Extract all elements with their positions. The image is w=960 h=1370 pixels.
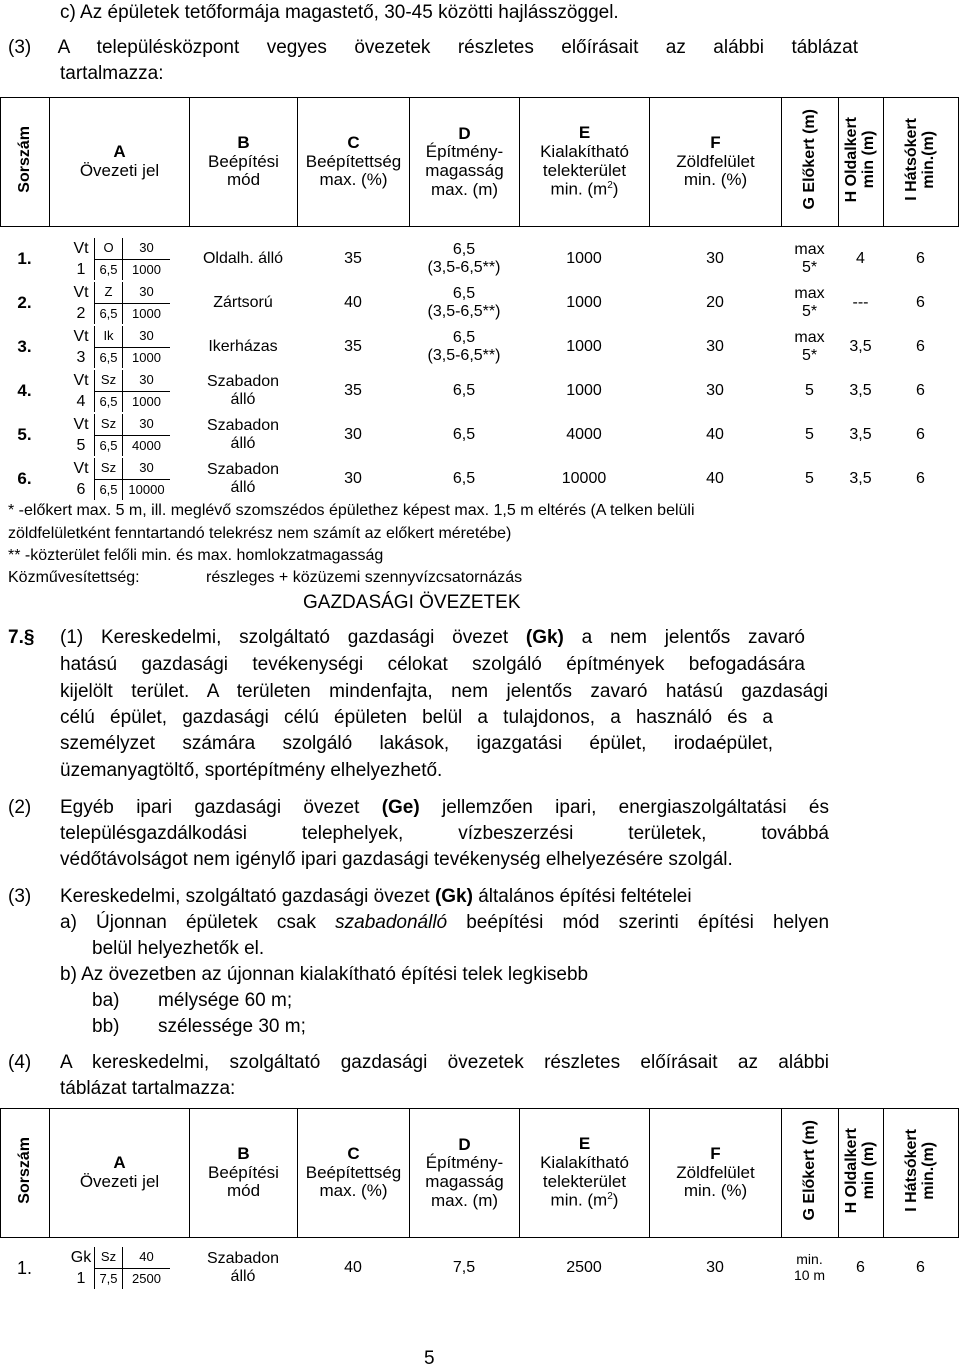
table1-row	[0, 369, 958, 413]
zone-code: Vt Sz 30 6 6,5 10000	[49, 457, 189, 501]
front-yard: max 5*	[794, 329, 825, 364]
front-yard: max 5*	[794, 241, 825, 276]
zone-code: Vt Ik 30 3 6,5 1000	[49, 325, 189, 369]
note-1b: zöldfelületként fenntartandó telekrész nem számít az előkert méretébe)	[8, 525, 512, 542]
front-yard: 5	[805, 382, 814, 400]
para1-line6: üzemanyagtöltő, sportépítmény elhelyezhető.	[60, 760, 443, 781]
rear-yard: 6	[916, 250, 925, 268]
t2-build-mode: Szabadon álló	[206, 1250, 280, 1285]
para3-line1: Kereskedelmi, szolgáltató gazdasági övezet (Gk) általános építési feltételei	[60, 886, 692, 907]
green-area: 30	[706, 250, 724, 268]
coverage: 35	[344, 250, 362, 268]
plot-area: 1000	[566, 338, 602, 356]
table1-row	[0, 413, 958, 457]
header-h: H Oldalkert min (m)	[839, 98, 884, 227]
side-yard: 3,5	[849, 426, 872, 444]
para3a-line2: belül helyezhetők el.	[92, 938, 265, 959]
t2-header-g: G Előkert (m)	[782, 1109, 839, 1238]
build-mode: Szabadon álló	[206, 373, 280, 408]
build-mode: Zártsorú	[213, 294, 273, 312]
plot-area: 10000	[561, 470, 607, 488]
rear-yard: 6	[916, 294, 925, 312]
para3a-line1: a) Újonnan épületek csak szabadonálló beépítési mód szerinti építési helyen	[60, 912, 830, 933]
front-yard: 5	[805, 470, 814, 488]
t2-side-yard: 6	[856, 1259, 865, 1277]
row-number: 1.	[17, 249, 32, 269]
plot-area: 1000	[566, 250, 602, 268]
t2-row-number: 1.	[16, 1257, 32, 1278]
coverage: 35	[344, 382, 362, 400]
para1-line1: (1) Kereskedelmi, szolgáltató gazdasági övezet (Gk) a nem jelentős zavaró	[60, 627, 805, 648]
para3ba-text: mélysége 60 m;	[158, 990, 293, 1011]
header-sorszam: Sorszám	[1, 98, 50, 227]
front-yard: max 5*	[794, 285, 825, 320]
intro-line-3a: (3) A településközpont vegyes övezetek részletes előírásait az alábbi táblázat	[8, 37, 858, 58]
intro-line-c: c) Az épületek tetőformája magastető, 30-45 közötti hajlásszöggel.	[60, 2, 619, 23]
header-d: D Építmény- magasság max. (m)	[410, 98, 520, 227]
kozmu-label: Közművesítettség:	[8, 569, 140, 586]
height: 6,5	[452, 382, 476, 400]
plot-area: 1000	[566, 294, 602, 312]
table2-row	[0, 1245, 958, 1291]
green-area: 40	[706, 426, 724, 444]
t2-height: 7,5	[452, 1259, 476, 1277]
kozmu-value: részleges + közüzemi szennyvízcsatornázás	[206, 569, 523, 586]
t2-rear-yard: 6	[916, 1259, 925, 1277]
page-number: 5	[424, 1348, 435, 1369]
front-yard: 5	[805, 426, 814, 444]
para4-line2: táblázat tartalmazza:	[60, 1078, 236, 1099]
header-a: A Övezeti jel	[50, 98, 190, 227]
t2-header-c: C Beépítettség max. (%)	[298, 1109, 410, 1238]
t2-header-h: H Oldalkert min (m)	[839, 1109, 884, 1238]
note-1a: * -előkert max. 5 m, ill. meglévő szomszédos épülethez képest max. 1,5 m eltérés (A telken belüli	[8, 502, 695, 519]
table1-header	[0, 97, 959, 227]
t2-header-b: B Beépítési mód	[190, 1109, 298, 1238]
t2-front-yard: min. 10 m	[793, 1251, 826, 1283]
para2-line1: Egyéb ipari gazdasági övezet (Ge) jellemzően ipari, energiaszolgáltatási és	[60, 797, 829, 818]
side-yard: 3,5	[849, 470, 872, 488]
para3-number: (3)	[8, 886, 32, 907]
row-number: 4.	[17, 381, 32, 401]
para3ba-label: ba)	[92, 990, 120, 1011]
height: 6,5	[452, 470, 476, 488]
side-yard: 3,5	[849, 338, 872, 356]
row-number: 5.	[17, 425, 32, 445]
coverage: 30	[344, 426, 362, 444]
zone-code: Vt Sz 30 4 6,5 1000	[49, 369, 189, 413]
zone-code: Vt Z 30 2 6,5 1000	[49, 281, 189, 325]
row-number: 3.	[17, 337, 32, 357]
para4-line1: A kereskedelmi, szolgáltató gazdasági övezetek részletes előírásait az alábbi	[60, 1052, 829, 1073]
t2-header-sorszam: Sorszám	[1, 1109, 50, 1238]
side-yard: ---	[852, 294, 869, 312]
t2-plot-area: 2500	[566, 1259, 602, 1277]
para3b-line1: b) Az övezetben az újonnan kialakítható építési telek legkisebb	[60, 964, 589, 985]
t2-header-i: I Hátsókert min.(m)	[884, 1109, 959, 1238]
intro-line-3b: tartalmazza:	[60, 63, 164, 84]
zone-code: Vt Sz 30 5 6,5 4000	[49, 413, 189, 457]
para2-line2: településgazdálkodási telephelyek, vízbeszerzési területek, továbbá	[60, 823, 829, 844]
header-c: C Beépítettség max. (%)	[298, 98, 410, 227]
coverage: 30	[344, 470, 362, 488]
zone-code: Vt O 30 1 6,5 1000	[49, 237, 189, 281]
height: 6,5 (3,5-6,5**)	[427, 241, 501, 276]
table2-body	[0, 1245, 958, 1291]
build-mode: Oldalh. álló	[202, 250, 284, 268]
green-area: 30	[706, 382, 724, 400]
coverage: 35	[344, 338, 362, 356]
build-mode: Szabadon álló	[206, 417, 280, 452]
build-mode: Szabadon álló	[206, 461, 280, 496]
t2-coverage: 40	[344, 1259, 362, 1277]
para1-line4: célú épület, gazdasági célú épületen belül a tulajdonos, a használó és a	[60, 707, 773, 728]
height: 6,5 (3,5-6,5**)	[427, 329, 501, 364]
table1-row	[0, 237, 958, 281]
para2-number: (2)	[8, 797, 32, 818]
side-yard: 4	[856, 250, 865, 268]
t2-zone-code: Gk Sz 40 1 7,5 2500	[49, 1245, 189, 1291]
plot-area: 4000	[566, 426, 602, 444]
rear-yard: 6	[916, 470, 925, 488]
para4-number: (4)	[8, 1052, 32, 1073]
rear-yard: 6	[916, 426, 925, 444]
height: 6,5	[452, 426, 476, 444]
table1-row	[0, 281, 958, 325]
t2-header-f: F Zöldfelület min. (%)	[650, 1109, 782, 1238]
rear-yard: 6	[916, 382, 925, 400]
section-number: 7.§	[8, 627, 35, 648]
header-e: E Kialakítható telekterület min. $(m^2)$	[520, 98, 650, 227]
header-f: F Zöldfelület min. (%)	[650, 98, 782, 227]
green-area: 20	[706, 294, 724, 312]
header-g: G Előkert (m)	[782, 98, 839, 227]
t2-header-e: E Kialakítható telekterület min. $(m^2)$	[520, 1109, 650, 1238]
para1-line3: kijelölt terület. A területen mindenfajta, nem jelentős zavaró hatású gazdasági	[60, 681, 828, 702]
green-area: 40	[706, 470, 724, 488]
para3bb-text: szélessége 30 m;	[158, 1016, 306, 1037]
header-i: I Hátsókert min.(m)	[884, 98, 959, 227]
plot-area: 1000	[566, 382, 602, 400]
t2-header-d: D Építmény- magasság max. (m)	[410, 1109, 520, 1238]
row-number: 2.	[17, 293, 32, 313]
heading-gazdasagi: GAZDASÁGI ÖVEZETEK	[303, 592, 521, 613]
t2-green: 30	[706, 1259, 724, 1277]
table1-row	[0, 325, 958, 369]
para1-line5: személyzet számára szolgáló lakások, igazgatási épület, irodaépület,	[60, 733, 773, 754]
table1-body	[0, 237, 958, 501]
para3bb-label: bb)	[92, 1016, 120, 1037]
height: 6,5 (3,5-6,5**)	[427, 285, 501, 320]
row-number: 6.	[17, 469, 32, 489]
note-2: ** -közterület felőli min. és max. homlokzatmagasság	[8, 547, 384, 564]
rear-yard: 6	[916, 338, 925, 356]
build-mode: Ikerházas	[208, 338, 278, 356]
table1-row	[0, 457, 958, 501]
para2-line3: védőtávolságot nem igénylő ipari gazdasági tevékenység elhelyezésére szolgál.	[60, 849, 733, 870]
green-area: 30	[706, 338, 724, 356]
table2-header	[0, 1108, 959, 1238]
t2-header-a: A Övezeti jel	[50, 1109, 190, 1238]
header-b: B Beépítési mód	[190, 98, 298, 227]
side-yard: 3,5	[849, 382, 872, 400]
coverage: 40	[344, 294, 362, 312]
para1-line2: hatású gazdasági tevékenységi célokat szolgáló építmények befogadására	[60, 654, 805, 675]
